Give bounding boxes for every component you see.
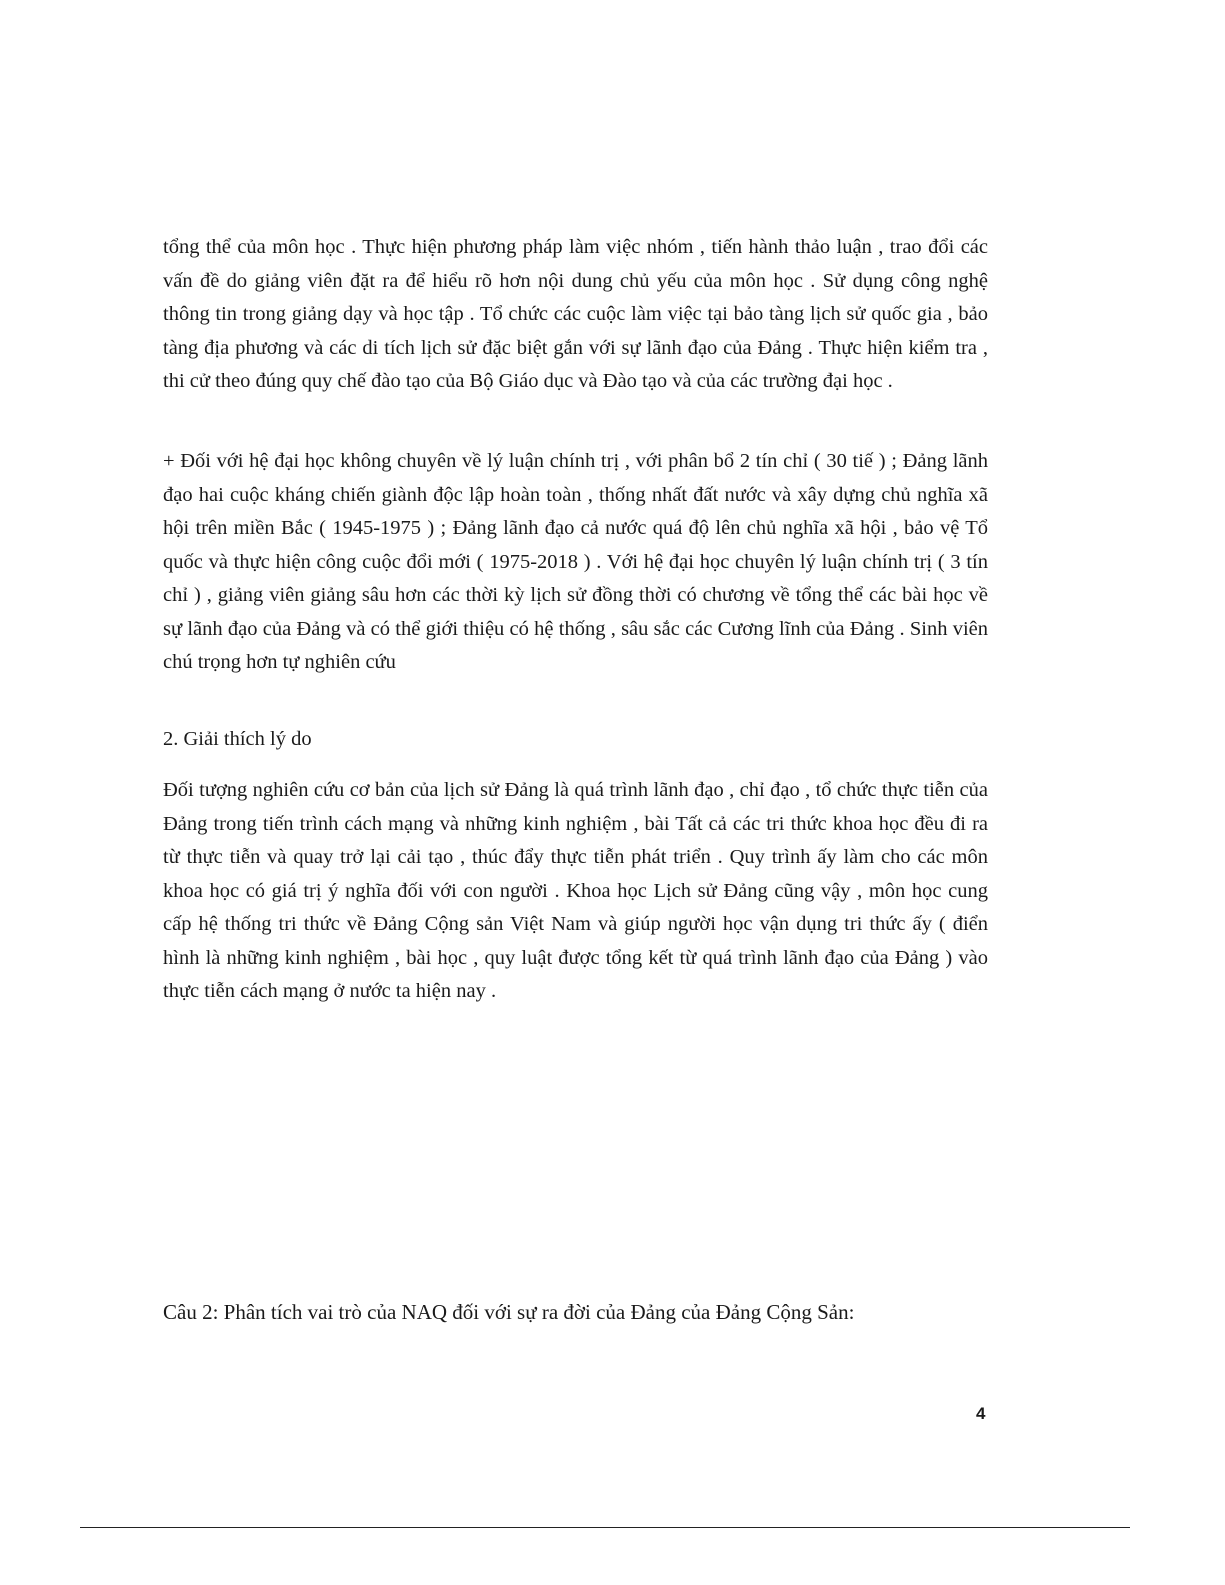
question-heading: Câu 2: Phân tích vai trò của NAQ đối với sự ra đời của Đảng của Đảng Cộng Sản: xyxy=(163,1300,855,1324)
footer-divider xyxy=(80,1527,1130,1528)
paragraph-teaching-methods: tổng thể của môn học . Thực hiện phương pháp làm việc nhóm , tiến hành thảo luận , trao đổi các vấn đề do giảng viên đặt ra để hiểu rõ hơn nội dung chủ yếu của môn học . Sử dụng công nghệ thông tin trong giảng dạy và học tập . Tổ chức các cuộc làm việc tại bảo tàng lịch sử quốc gia , bảo tàng địa phương và các di tích lịch sử đặc biệt gắn với sự lãnh đạo của Đảng . Thực hiện kiểm tra , thi cử theo đúng quy chế đào tạo của Bộ Giáo dục và Đào tạo và của các trường đại học . xyxy=(163,236,988,392)
section-heading: 2. Giải thích lý do xyxy=(163,728,312,750)
paragraph-explanation: Đối tượng nghiên cứu cơ bản của lịch sử Đảng là quá trình lãnh đạo , chỉ đạo , tổ chức thực tiễn của Đảng trong tiến trình cách mạng và những kinh nghiệm , bài Tất cả các tri thức khoa học đều đi ra từ thực tiễn và quay trở lại cải tạo , thúc đẩy thực tiễn phát triển . Quy trình ấy làm cho các môn khoa học có giá trị ý nghĩa đối với con người . Khoa học Lịch sử Đảng cũng vậy , môn học cung cấp hệ thống tri thức về Đảng Cộng sản Việt Nam và giúp người học vận dụng tri thức ấy ( điển hình là những kinh nghiệm , bài học , quy luật được tổng kết từ quá trình lãnh đạo của Đảng ) vào thực tiễn cách mạng ở nước ta hiện nay . xyxy=(163,779,988,1002)
page-number: 4 xyxy=(976,1404,986,1423)
paragraph-program-levels: + Đối với hệ đại học không chuyên về lý luận chính trị , với phân bổ 2 tín chỉ ( 30 tiế ) ; Đảng lãnh đạo hai cuộc kháng chiến giành độc lập hoàn toàn , thống nhất đất nước và xây dựng chủ nghĩa xã hội trên miền Bắc ( 1945-1975 ) ; Đảng lãnh đạo cả nước quá độ lên chủ nghĩa xã hội , bảo vệ Tổ quốc và thực hiện công cuộc đổi mới ( 1975-2018 ) . Với hệ đại học chuyên lý luận chính trị ( 3 tín chỉ ) , giảng viên giảng sâu hơn các thời kỳ lịch sử đồng thời có chương về tổng thể các bài học về sự lãnh đạo của Đảng và có thể giới thiệu có hệ thống , sâu sắc các Cương lĩnh của Đảng . Sinh viên chú trọng hơn tự nghiên cứu xyxy=(163,450,988,673)
